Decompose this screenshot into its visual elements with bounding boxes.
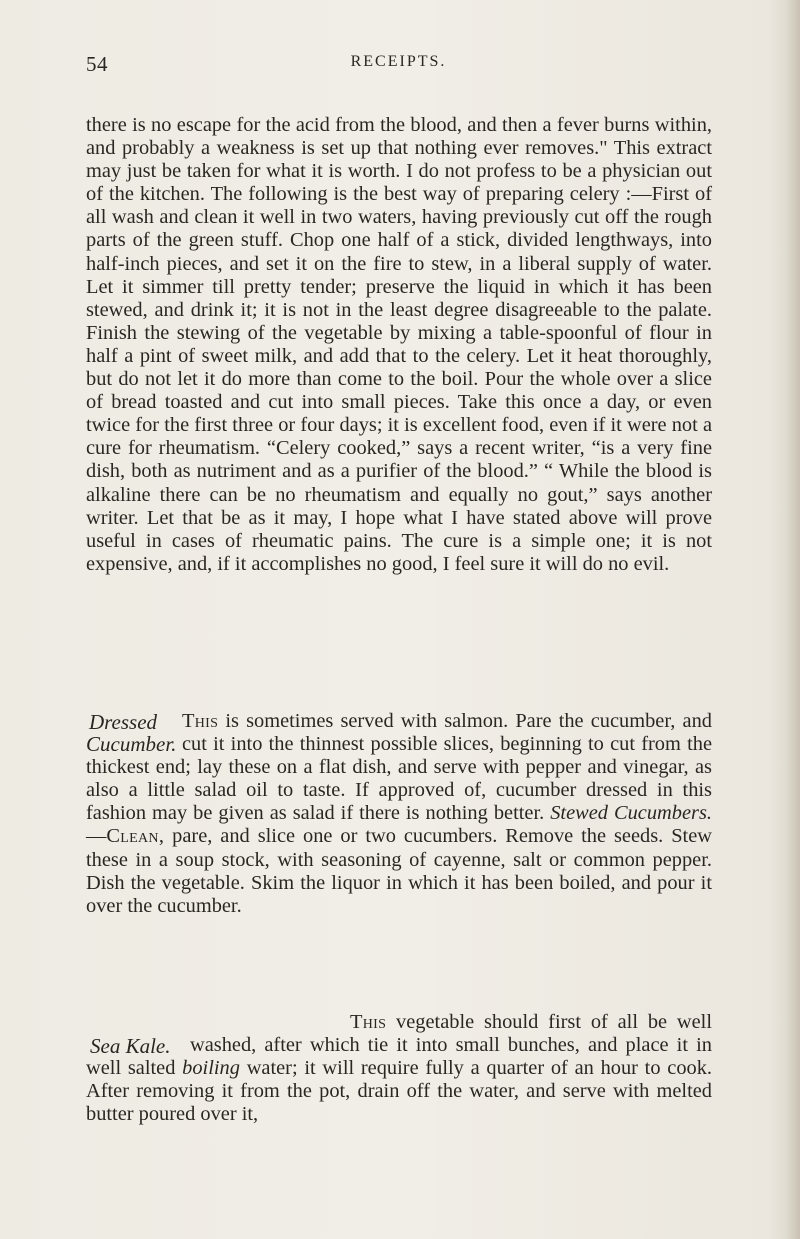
page-edge-shadow — [786, 0, 800, 1239]
sea-kale-body-b: water; it will require fully a quarter of an hour to cook. After removing it from the pot, drain off the water, and serve with melted butter poured over it, — [86, 1057, 713, 1126]
stewed-cucumbers-body: pare, and slice one or two cucumbers. Remove the seeds. Stew these in a soup stock, with seasoning of cayenne, salt or common pepper. Dish the vegetable. Skim the liquor in which it has been boiled, and pour it over the cucumber. — [86, 825, 712, 917]
dressed-cucumber-section — [86, 710, 712, 918]
sea-kale-text — [86, 1011, 712, 1126]
running-head: RECEIPTS. — [350, 53, 447, 70]
celery-text: there is no escape for the acid from the blood, and then a fever burns within, and probably a weakness is set up that nothing ever removes." This extract may just be taken for what it is worth. I do not profess to be a physician out of the kitchen. The following is the best way of preparing celery :—First of all wash and clean it well in two waters, having previously cut off the rough parts of the green stuff. Chop one half of a stick, divided lengthways, into half-inch pieces, and set it on the fire to stew, in a liberal supply of water. Let it simmer till pretty tender; preserve the liquid in which it has been stewed, and drink it; it is not in the least degree disagreeable to the palate. Finish the stewing of the vegetable by mixing a table-spoonful of flour in half a pint of sweet milk, and add that to the celery. Let it heat thoroughly, but do not let it do more than come to the boil. Pour the whole over a slice of bread toasted and cut into small pieces. Take this once a day, or even twice for the first three or four days; it is excellent food, even if it were not a cure for rheumatism. “Celery cooked,” says a recent writer, “is a very fine dish, both as nutriment and as a purifier of the blood.” “ While the blood is alkaline there can be no rheumatism and equally no gout,” says another writer. Let that be as it may, I hope what I have stated above will prove useful in cases of rheumatic pains. The cure is a simple one; it is not expensive, and, if it accomplishes no good, I feel sure it will do no evil. — [86, 114, 712, 575]
sea-kale-section — [86, 1011, 712, 1126]
em-dash: — — [86, 825, 107, 848]
sea-kale-heading-text: Sea Kale. — [90, 1034, 171, 1058]
boiling-italic: boiling — [182, 1057, 240, 1080]
page-number: 54 — [86, 52, 108, 76]
side-heading-line-2: Cucumber. — [86, 732, 177, 756]
sea-kale-lead-word: This — [350, 1011, 387, 1033]
dressed-cucumber-text — [86, 710, 712, 918]
dressed-cucumber-body: is sometimes served with salmon. Pare the cucumber, and cut it into the thinnest possible slices, beginning to cut from the thickest end; lay these on a flat dish, and serve with pepper and vinegar, as also a little salad oil to taste. If approved of, cucumber dressed in this fashion may be given as salad if there is nothing better. — [86, 710, 712, 825]
page-header — [86, 52, 711, 82]
celery-paragraph — [86, 114, 712, 576]
dressed-cucumber-side-heading — [80, 710, 177, 756]
lead-word: This — [182, 710, 219, 732]
sea-kale-body-a: vegetable should first of all be well washed, after which tie it into small bunches, and place it in well salted — [86, 1011, 712, 1080]
side-heading-line-1: Dressed — [88, 710, 158, 734]
stewed-lead-word: Clean, — [106, 825, 165, 848]
stewed-cucumbers-heading: Stewed Cucumbers. — [550, 802, 712, 825]
sea-kale-side-heading — [90, 1035, 176, 1057]
